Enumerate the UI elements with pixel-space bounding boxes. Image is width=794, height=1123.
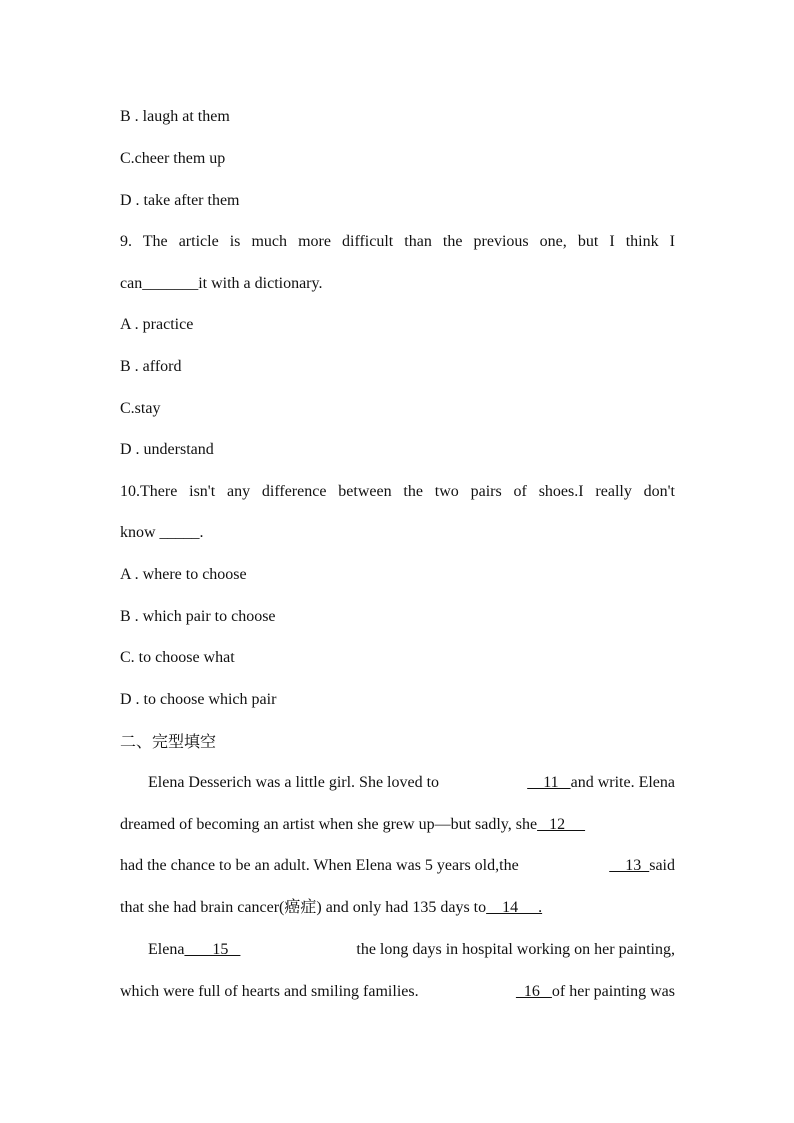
q8-option-b: B . laugh at them	[120, 108, 230, 125]
q9-stem-pre: can	[120, 275, 143, 292]
q8-option-c: C.cheer them up	[120, 150, 226, 167]
q10-option-c: C. to choose what	[120, 649, 235, 666]
q9-option-b: B . afford	[120, 358, 182, 375]
blank-15: 15	[184, 941, 241, 958]
passage-p2-line2	[120, 982, 675, 1002]
q10-stem-line1: 10.There isn't any difference between the two pairs of shoes.I really don't	[120, 483, 675, 500]
passage-text: and write. Elena	[570, 774, 675, 791]
blank-16: 16	[515, 983, 552, 1000]
passage-p1-line2	[120, 815, 585, 835]
blank-11-value: 11	[527, 774, 571, 791]
blank-11	[527, 773, 675, 793]
blank-14: 14 .	[486, 899, 543, 916]
q8-option-d: D . take after them	[120, 192, 240, 209]
passage-p2-line1	[148, 940, 675, 960]
passage-text: that she had brain cancer(癌症) and only had 135 days to	[120, 899, 487, 916]
q10-option-a: A . where to choose	[120, 566, 247, 583]
blank-12: 12	[537, 816, 586, 833]
q10-option-d: D . to choose which pair	[120, 691, 277, 708]
q10-option-b: B . which pair to choose	[120, 608, 276, 625]
q9-stem-line2	[120, 274, 322, 294]
passage-text: said	[649, 857, 675, 874]
section-heading: 二、完型填空	[120, 732, 217, 751]
passage-p1-line3	[120, 856, 675, 876]
passage-p1-line4	[120, 898, 542, 918]
blank-13-group	[609, 856, 675, 876]
blank-16-group	[516, 982, 675, 1002]
q9-option-c: C.stay	[120, 400, 161, 417]
q9-stem-line1: 9. The article is much more difficult than the previous one, but I think I	[120, 233, 675, 250]
passage-text: had the chance to be an adult. When Elena was 5 years old,the	[120, 857, 519, 874]
q9-option-a: A . practice	[120, 316, 194, 333]
passage-text: the long days in hospital working on her painting,	[356, 941, 675, 958]
passage-text: of her painting was	[551, 983, 675, 1000]
q9-stem-post: it with a dictionary.	[198, 275, 323, 292]
q10-stem-line2: know _____.	[120, 524, 204, 541]
passage-text: Elena Desserich was a little girl. She loved to	[148, 774, 440, 791]
passage-text: which were full of hearts and smiling families.	[120, 983, 419, 1000]
passage-text: Elena	[148, 941, 185, 958]
passage-text: dreamed of becoming an artist when she grew up—but sadly, she	[120, 816, 538, 833]
blank-15-group	[148, 940, 240, 960]
blank-13: 13	[609, 857, 650, 874]
passage-p1-line1	[148, 773, 675, 793]
q9-option-d: D . understand	[120, 441, 214, 458]
q9-blank: _______	[142, 275, 199, 292]
